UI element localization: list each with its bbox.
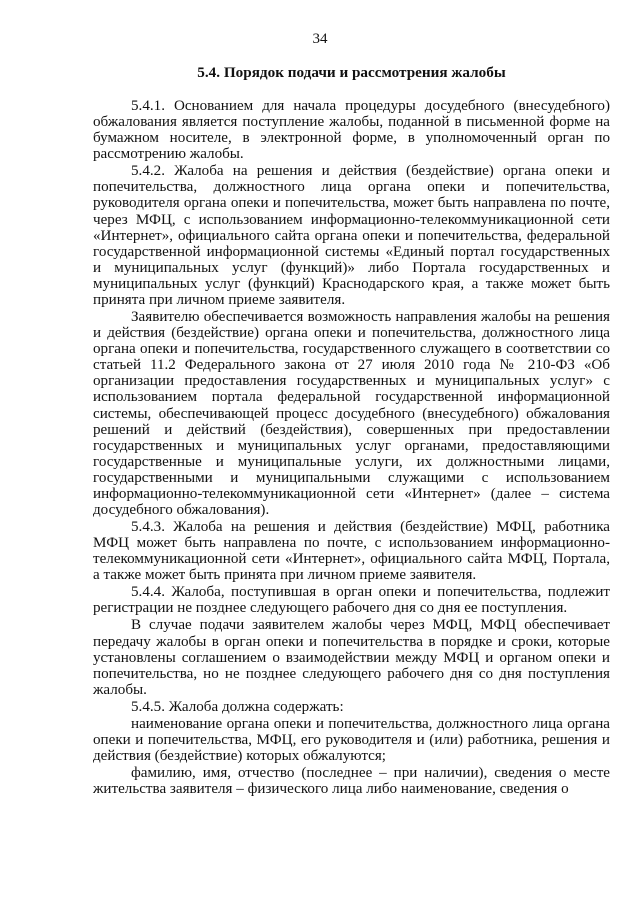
paragraph-5-4-4: 5.4.4. Жалоба, поступившая в орган опеки и попечительства, подлежит регистрации не позднее следующего рабочего дня со дня ее поступления.	[93, 584, 610, 617]
paragraph-mfc-transfer: В случае подачи заявителем жалобы через МФЦ, МФЦ обеспечивает передачу жалобы в орган опеки и попечительства в порядке и сроки, которые установлены соглашением о взаимодействии между МФЦ и органом опеки и попечительства, но не позднее следующего рабочего дня со дня поступления жалобы.	[93, 617, 610, 698]
section-title: 5.4. Порядок подачи и рассмотрения жалобы	[197, 64, 506, 81]
paragraph-5-4-2: 5.4.2. Жалоба на решения и действия (бездействие) органа опеки и попечительства, должностного лица органа опеки и попечительства, руководителя органа опеки и попечительства, может быть направлена по почте, через МФЦ, с использованием информационно-телекоммуникационной сети «Интернет», официального сайта органа опеки и попечительства, федеральной государственной информационной системы «Единый портал государственных и муниципальных услуг (функций)» либо Портала государственных и муниципальных услуг (функций) Краснодарского края, а также может быть принята при личном приеме заявителя.	[93, 163, 610, 309]
paragraph-5-4-1: 5.4.1. Основанием для начала процедуры досудебного (внесудебного) обжалования является поступление жалобы, поданной в письменной форме на бумажном носителе, в электронной форме, в уполномоченный орган по рассмотрению жалобы.	[93, 98, 610, 163]
page-number: 34	[312, 31, 328, 47]
paragraph-5-4-3: 5.4.3. Жалоба на решения и действия (бездействие) МФЦ, работника МФЦ может быть направлена по почте, с использованием информационно-телекоммуникационной сети «Интернет», официального сайта МФЦ, Портала, а также может быть принята при личном приеме заявителя.	[93, 519, 610, 584]
paragraph-complaint-item-1: наименование органа опеки и попечительства, должностного лица органа опеки и попечительства, МФЦ, его руководителя и (или) работника, решения и действия (бездействие) которых обжалуются;	[93, 715, 610, 764]
paragraph-applicant-appeal-system: Заявителю обеспечивается возможность направления жалобы на решения и действия (бездействие) органа опеки и попечительства, должностного лица органа опеки и попечительства, государственного служащего в соответствии со статьей 11.2 Федерального закона от 27 июля 2010 года № 210-ФЗ «Об организации предоставления государственных и муниципальных услуг» с использованием портала федеральной государственной информационной системы, обеспечивающей процесс досудебного (внесудебного) обжалования решений и действий (бездействия), совершенных при предоставлении государственных и муниципальных услуг органами, предоставляющими государственные и муниципальные услуги, их должностными лицами, государственными и муниципальными служащими с использованием информационно-телекоммуникационной сети «Интернет» (далее – система досудебного обжалования).	[93, 309, 610, 519]
paragraph-complaint-item-2: фамилию, имя, отчество (последнее – при наличии), сведения о месте жительства заявителя – физического лица либо наименование, сведения о	[93, 764, 610, 798]
document-body	[93, 98, 610, 798]
paragraph-5-4-5: 5.4.5. Жалоба должна содержать:	[131, 698, 344, 715]
